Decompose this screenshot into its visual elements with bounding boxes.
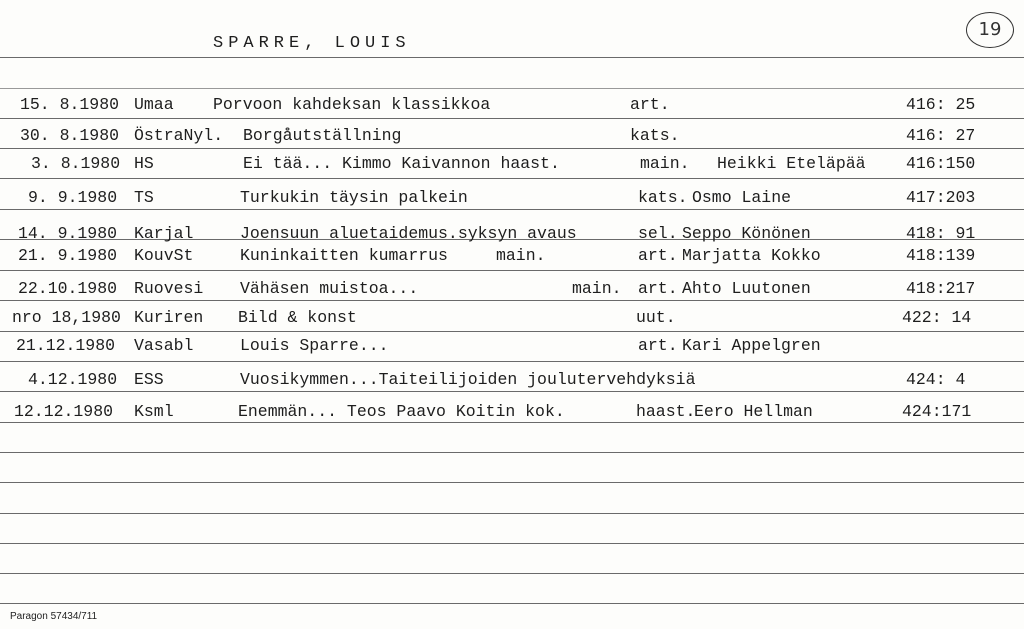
entry-title: Louis Sparre... [240, 336, 389, 355]
entry-type: uut. [636, 308, 676, 327]
entry-title: Borgåutställning [243, 126, 402, 145]
entry-type: sel. [638, 224, 678, 243]
entry-source: TS [134, 188, 154, 207]
entry-title: Joensuun aluetaidemus.syksyn avaus [240, 224, 577, 243]
entry-date: 21. 9.1980 [18, 246, 118, 265]
list-item [0, 370, 1024, 392]
rule-line [0, 270, 1024, 271]
entry-ref: 422: 14 [902, 308, 972, 327]
list-item [0, 402, 1024, 424]
entry-title: Kuninkaitten kumarrus [240, 246, 448, 265]
entry-type: art. [638, 279, 678, 298]
list-item [0, 224, 1024, 246]
rule-line [0, 361, 1024, 362]
rule-line [0, 452, 1024, 453]
entry-title: Bild & konst [238, 308, 357, 327]
rule-line [0, 543, 1024, 544]
rule-line [0, 57, 1024, 58]
entry-type: art. [638, 246, 678, 265]
entry-date: 21.12.1980 [16, 336, 116, 355]
entry-source: Ksml [134, 402, 174, 421]
card-title: SPARRE, LOUIS [213, 34, 411, 53]
list-item [0, 95, 1024, 117]
card-footer: Paragon 57434/711 [10, 611, 98, 622]
rule-line [0, 482, 1024, 483]
list-item [0, 246, 1024, 268]
entry-title: Turkukin täysin palkein [240, 188, 468, 207]
entry-author: Seppo Könönen [682, 224, 811, 243]
entry-source: ÖstraNyl. [134, 126, 224, 145]
entry-date: 14. 9.1980 [18, 224, 118, 243]
entry-date: 30. 8.1980 [20, 126, 120, 145]
entry-ref: 416: 25 [906, 95, 976, 114]
entry-title: Vuosikymmen...Taiteilijoiden joulutervehdyksiä [240, 370, 696, 389]
entry-title: Porvoon kahdeksan klassikkoa [213, 95, 491, 114]
entry-author: Osmo Laine [692, 188, 792, 207]
entry-date: 12.12.1980 [14, 402, 114, 421]
entry-source: KouvSt [134, 246, 194, 265]
list-item [0, 126, 1024, 148]
rule-line [0, 331, 1024, 332]
rule-line [0, 513, 1024, 514]
entry-source: Umaa [134, 95, 174, 114]
entry-author: Heikki Eteläpää [717, 154, 866, 173]
entry-date: 22.10.1980 [18, 279, 118, 298]
entry-type: art. [638, 336, 678, 355]
list-item [0, 279, 1024, 301]
entry-ref: 418: 91 [906, 224, 976, 243]
entry-date: 3. 8.1980 [31, 154, 121, 173]
rule-line [0, 118, 1024, 119]
entry-ref: 418:217 [906, 279, 976, 298]
entry-author: Eero Hellman [694, 402, 813, 421]
entry-type: kats. [638, 188, 688, 207]
rule-line [0, 573, 1024, 574]
list-item [0, 336, 1024, 358]
entry-source: Ruovesi [134, 279, 204, 298]
entry-date: 9. 9.1980 [28, 188, 118, 207]
rule-line [0, 88, 1024, 89]
entry-date: 15. 8.1980 [20, 95, 120, 114]
entry-source: HS [134, 154, 154, 173]
entry-type: art. [630, 95, 670, 114]
entry-type: haast. [636, 402, 696, 421]
entry-type: kats. [630, 126, 680, 145]
rule-line [0, 603, 1024, 604]
entry-source: ESS [134, 370, 164, 389]
list-item [0, 308, 1024, 330]
rule-line [0, 148, 1024, 149]
list-item [0, 154, 1024, 176]
rule-line [0, 178, 1024, 179]
entry-date: nro 18,1980 [12, 308, 121, 327]
entry-title: Ei tää... Kimmo Kaivannon haast. [243, 154, 560, 173]
entry-source: Kuriren [134, 308, 204, 327]
entry-ref: 416: 27 [906, 126, 976, 145]
entry-source: Vasabl [134, 336, 194, 355]
entry-ref: 417:203 [906, 188, 976, 207]
entry-ref: 416:150 [906, 154, 976, 173]
entry-title: Vähäsen muistoa... [240, 279, 419, 298]
entry-author: Kari Appelgren [682, 336, 821, 355]
entry-ref: 424: 4 [906, 370, 966, 389]
entry-date: 4.12.1980 [28, 370, 118, 389]
entry-author: Marjatta Kokko [682, 246, 821, 265]
entry-note: main. [572, 279, 622, 298]
entry-author: Ahto Luutonen [682, 279, 811, 298]
entry-note: main. [496, 246, 546, 265]
entry-type: main. [640, 154, 690, 173]
entry-title: Enemmän... Teos Paavo Koitin kok. [238, 402, 565, 421]
entry-source: Karjal [134, 224, 194, 243]
entry-ref: 418:139 [906, 246, 976, 265]
list-item [0, 188, 1024, 210]
entry-ref: 424:171 [902, 402, 972, 421]
card-number: 19 [966, 12, 1014, 48]
